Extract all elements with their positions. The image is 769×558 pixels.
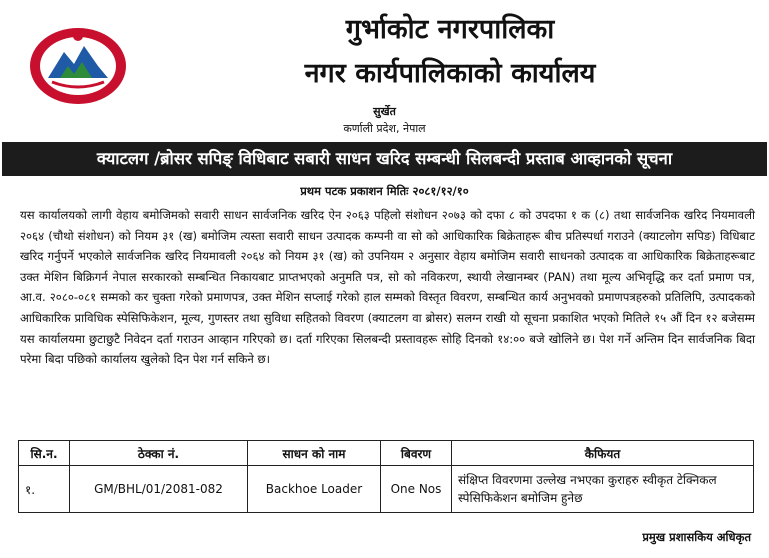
district-name: सुर्खेत — [373, 105, 396, 118]
province-name: कर्णाली प्रदेश, नेपाल — [343, 122, 426, 135]
notice-title-banner: क्याटलग /ब्रोसर सपिङ् विधिबाट सबारी साधन खरिद सम्बन्धी सिलबन्दी प्रस्ताब आव्हानको सूचना — [2, 142, 767, 176]
header-remarks: कैफियत — [452, 441, 754, 466]
cell-serial: १. — [19, 466, 70, 513]
table-row — [19, 466, 754, 513]
table-header-row — [19, 441, 754, 466]
cell-remarks: संक्षिप्त विवरणमा उल्लेख नभएका कुराहरु स्वीकृत टेक्निकल स्पेसिफिकेशन बमोजिम हुनेछ — [452, 466, 754, 513]
signature-title: प्रमुख प्रशासकिय अधिकृत — [642, 530, 751, 544]
cell-quantity: One Nos — [381, 466, 452, 513]
cell-contract-no: GM/BHL/01/2081-082 — [70, 466, 248, 513]
municipality-emblem — [26, 22, 130, 108]
municipality-name: गुर्भाकोट नगरपालिका — [345, 14, 555, 45]
procurement-table — [18, 440, 754, 513]
office-name: नगर कार्यपालिकाको कार्यालय — [304, 58, 596, 89]
publish-date: प्रथम पटक प्रकाशन मितिः २०८१/१२/१० — [300, 184, 469, 198]
notice-body: यस कार्यालयको लागी वेहाय बमोजिमको सवारी साधन सार्वजनिक खरिद ऐन २०६३ पहिलो संशोधन २०७३ को दफा ८ को उपदफा १ क (८) तथा सार्वजनिक खरिद नियमावली २०६४ (चौथो संशोधन) को नियम ३१ (ख) बमोजिम त्यस्ता सवारी साधन उत्पादक कम्पनी वा सो को आधिकारिक बिक्रेताहरू बीच प्रतिस्पर्धा गराउने (क्याटलोग सपिङ) विधिबाट खरिद गर्नुपर्ने भएकोले सार्वजनिक खरिद नियमावली २०६४ को नियम ३१ (ख) को उपनियम २ अनुसार वेहाय बमोजिम सवारी साधनको उत्पादक वा आधिकारिक बिक्रेताहरूबाट उक्त मेशिन बिक्रिगर्न नेपाल सरकारको सम्बन्धित निकायबाट प्राप्तभएको अनुमति पत्र, सो को नविकरण, स्थायी लेखानम्बर (PAN) तथा मूल्य अभिवृद्धि कर दर्ता प्रमाण पत्र, आ.व. २०८०-०८१ सम्मको कर चुक्ता गरेको प्रमाणपत्र, उक्त मेशिन सप्लाई गरेको हाल सम्मको विस्तृत विवरण, सम्बन्धित कार्य अनुभवको प्रमाणपत्रहरुको प्रतिलिपि, उत्पादकको आधिकारिक प्राविधिक स्पेसिफिकेशन, मूल्य, गुणस्तर तथा सुविधा सहितको विवरण (क्याटलग वा ब्रोसर) सलग्न राखी यो सूचना प्रकाशित भएको मितिले १५ औं दिन १२ बजेसम्म यस कार्यालयमा छुटाछुटै निवेदन दर्ता गराउन आव्हान गरिएको छ। दर्ता गरिएका सिलबन्दी प्रस्तावहरू सोहि दिनको १४:०० बजे खोलिने छ। पेश गर्ने अन्तिम दिन सार्वजनिक बिदा परेमा बिदा पछिको कार्यालय खुलेको दिन पेश गर्न सकिने छ। — [20, 208, 755, 367]
header-description: बिवरण — [381, 441, 452, 466]
header-serial: सि.न. — [19, 441, 70, 466]
header-contract-no: ठेक्का नं. — [70, 441, 248, 466]
header-item-name: साधन को नाम — [248, 441, 381, 466]
cell-item-name: Backhoe Loader — [248, 466, 381, 513]
